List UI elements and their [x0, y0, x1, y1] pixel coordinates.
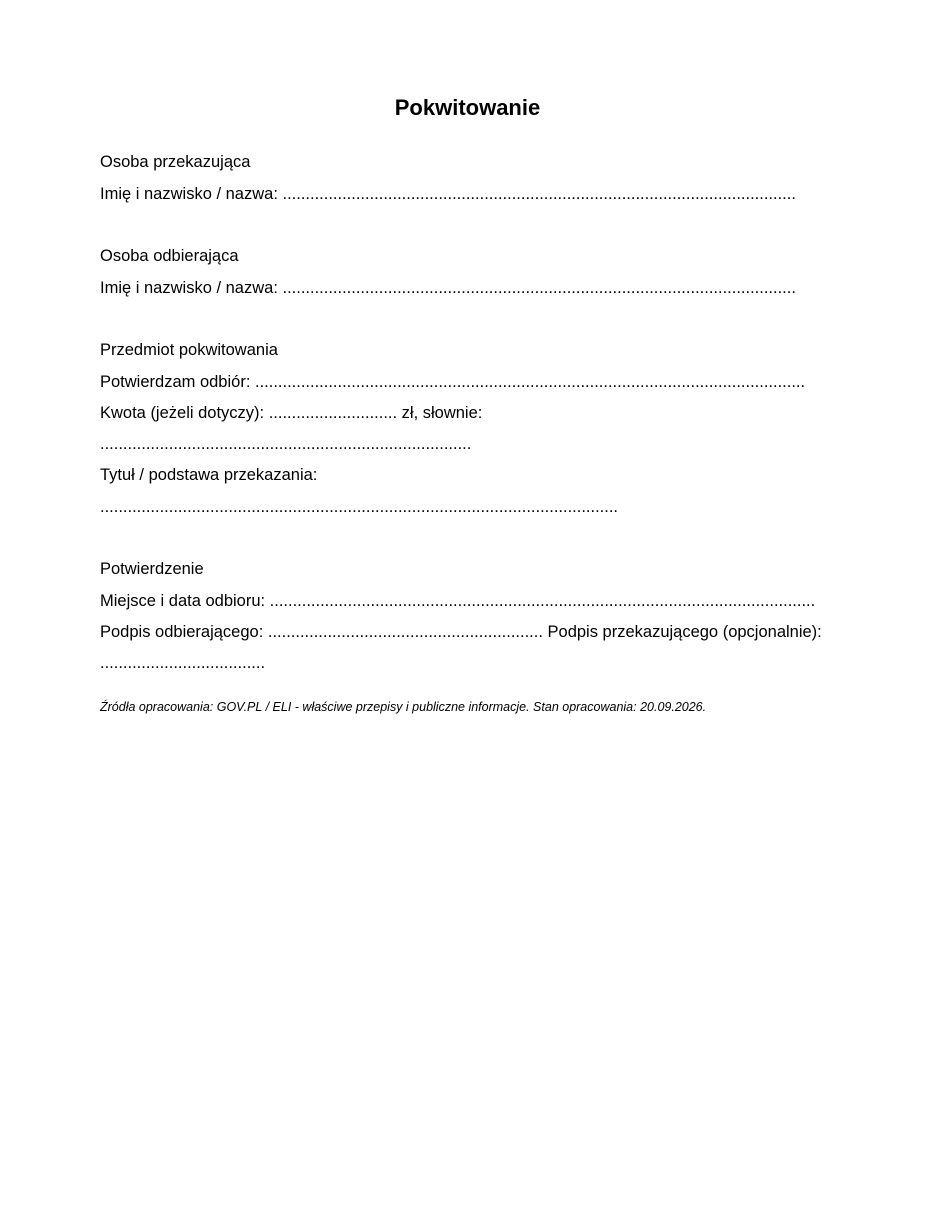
giver-name-field: Imię i nazwisko / nazwa: ................................................................................................................	[100, 185, 796, 203]
receiver-name-field: Imię i nazwisko / nazwa: ................................................................................................................	[100, 279, 796, 297]
transfer-title-field: .................................................................................................................	[100, 498, 619, 516]
section-heading-subject: Przedmiot pokwitowania	[100, 341, 278, 359]
transfer-title-label: Tytuł / podstawa przekazania:	[100, 466, 318, 484]
signatures-field: Podpis odbierającego: ............................................................ Podpis przekazującego (opcjonalnie):	[100, 623, 822, 641]
section-heading-receiver: Osoba odbierająca	[100, 247, 239, 265]
place-date-field: Miejsce i data odbioru: .......................................................................................................................	[100, 592, 816, 610]
amount-in-words-field: .................................................................................	[100, 435, 472, 453]
amount-field: Kwota (jeżeli dotyczy): ............................ zł, słownie:	[100, 404, 483, 422]
receipt-confirmation-field: Potwierdzam odbiór: ........................................................................................................................	[100, 373, 806, 391]
document-title: Pokwitowanie	[394, 95, 541, 120]
section-heading-giver: Osoba przekazująca	[100, 153, 251, 171]
source-footnote: Źródła opracowania: GOV.PL / ELI - właściwe przepisy i publiczne informacje. Stan opracowania: 20.09.2026.	[100, 700, 707, 714]
signature-fill-field: ....................................	[100, 654, 266, 672]
section-heading-confirmation: Potwierdzenie	[100, 560, 204, 578]
